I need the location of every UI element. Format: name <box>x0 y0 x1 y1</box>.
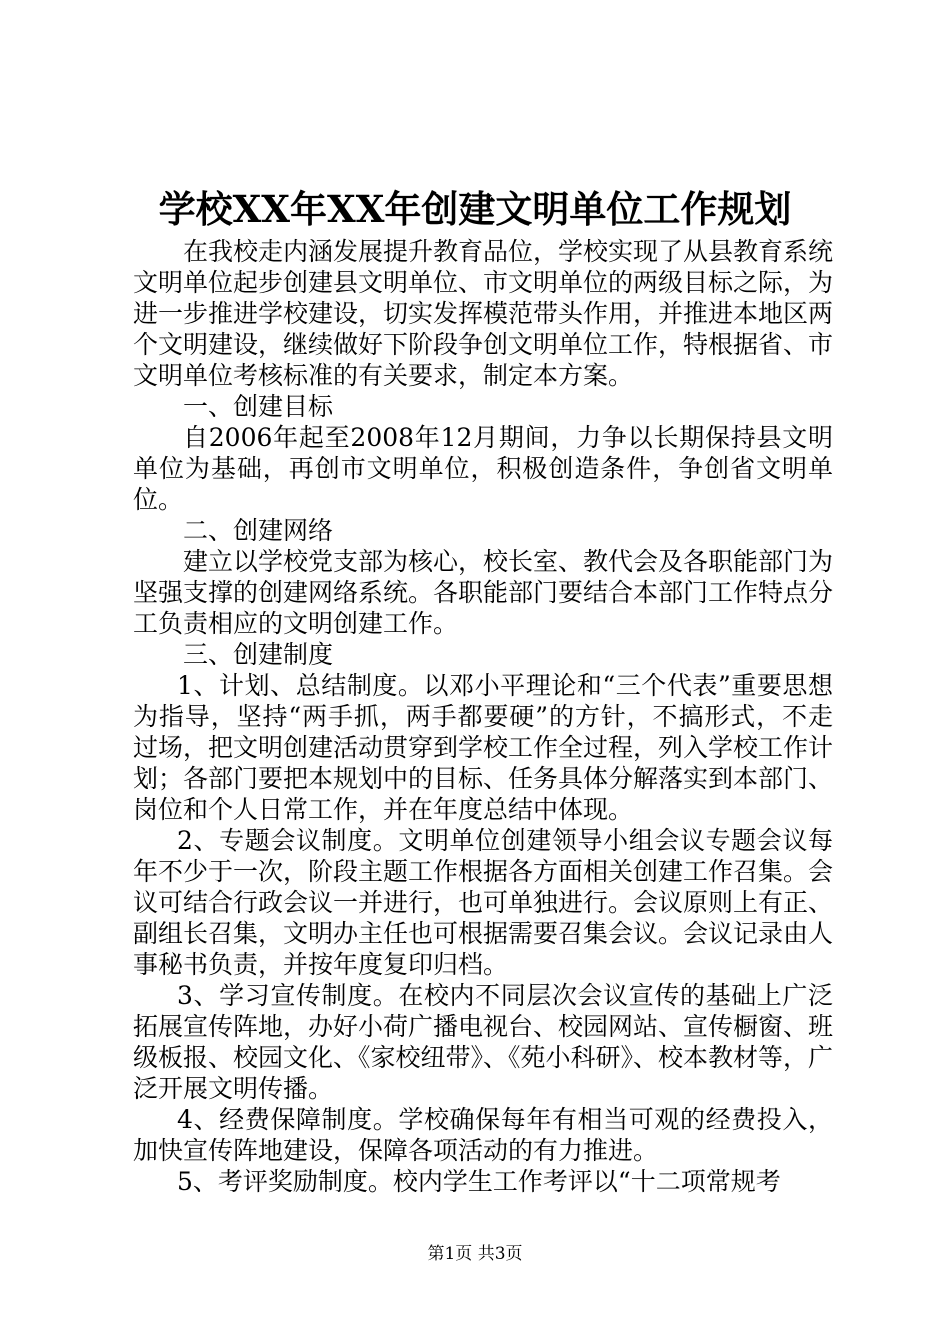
document-title: 学校XX年XX年创建文明单位工作规划 <box>158 187 792 231</box>
intro-paragraph: 在我校走内涵发展提升教育品位，学校实现了从县教育系统文明单位起步创建县文明单位、市文明单位的两级目标之际，为进一步推进学校建设，切实发挥模范带头作用，并推进本地区两个文明建设，继续做好下阶段争创文明单位工作，特根据省、市文明单位考核标准的有关要求，制定本方案。 <box>133 237 834 390</box>
section-network-paragraph: 建立以学校党支部为核心，校长室、教代会及各职能部门为坚强支撑的创建网络系统。各职能部门要结合本部门工作特点分工负责相应的文明创建工作。 <box>133 547 834 638</box>
section-heading-system: 三、创建制度 <box>183 640 334 669</box>
system-item-evaluation: 5、考评奖励制度。校内学生工作考评以“十二项常规考 <box>177 1167 781 1196</box>
section-heading-goal: 一、创建目标 <box>183 392 334 421</box>
page-number: 第1页 共3页 <box>427 1244 523 1264</box>
document-body <box>133 236 833 1197</box>
system-item-publicity: 3、学习宣传制度。在校内不同层次会议宣传的基础上广泛拓展宣传阵地，办好小荷广播电视台、校园网站、宣传橱窗、班级板报、校园文化、《家校纽带》、《苑小科研》、校本教材等，广泛开展文明传播。 <box>133 981 834 1103</box>
section-heading-network: 二、创建网络 <box>183 516 334 545</box>
system-item-funding: 4、经费保障制度。学校确保每年有相当可观的经费投入，加快宣传阵地建设，保障各项活动的有力推进。 <box>133 1105 833 1165</box>
system-item-meeting: 2、专题会议制度。文明单位创建领导小组会议专题会议每年不少于一次，阶段主题工作根据各方面相关创建工作召集。会议可结合行政会议一并进行，也可单独进行。会议原则上有正、副组长召集，文明办主任也可根据需要召集会议。会议记录由人事秘书负责，并按年度复印归档。 <box>133 826 834 979</box>
section-goal-paragraph: 自2006年起至2008年12月期间，力争以长期保持县文明单位为基础，再创市文明单位，积极创造条件，争创省文明单位。 <box>133 423 833 514</box>
system-item-plan: 1、计划、总结制度。以邓小平理论和“三个代表”重要思想为指导，坚持“两手抓，两手都要硬”的方针，不搞形式，不走过场，把文明创建活动贯穿到学校工作全过程，列入学校工作计划；各部门要把本规划中的目标、任务具体分解落实到本部门、岗位和个人日常工作，并在年度总结中体现。 <box>133 671 834 824</box>
